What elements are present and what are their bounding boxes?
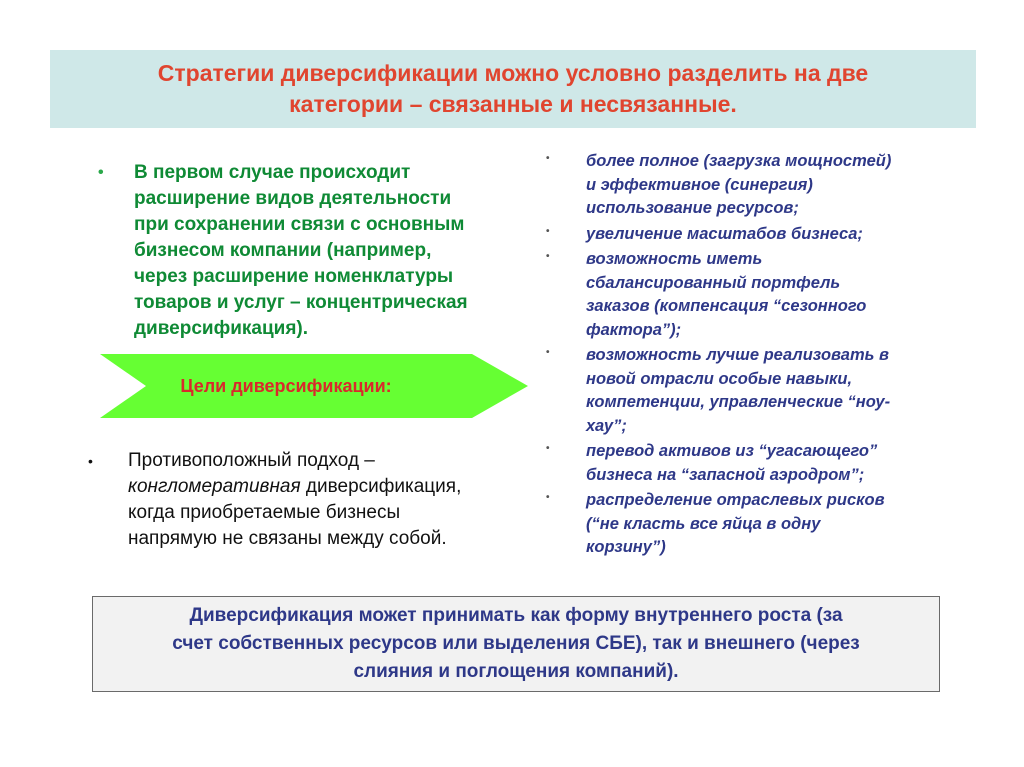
bullet-icon: • — [546, 225, 550, 237]
italic-term: конгломеративная — [128, 476, 301, 497]
text-line: перевод активов из “угасающего” — [586, 442, 878, 460]
text-line: новой отрасли особые навыки, — [586, 369, 853, 388]
text-line: бизнесом компании (например, — [134, 240, 432, 261]
text-line: при сохранении связи с основным — [134, 214, 465, 235]
goals-arrow-label: Цели диверсификации: — [180, 375, 392, 396]
bullet-icon: • — [546, 251, 550, 262]
text-line: распределение отраслевых рисков — [586, 491, 885, 509]
text-line — [128, 474, 461, 500]
bullet-icon: • — [546, 443, 550, 454]
summary-line-3: слияния и поглощения компаний). — [353, 661, 679, 682]
bullet-icon: • — [88, 453, 93, 469]
summary-box — [92, 596, 940, 692]
text-line: через расширение номенклатуры — [134, 266, 454, 287]
text-line: и эффективное (синергия) — [586, 175, 813, 194]
conglomerate-diversification-text — [128, 448, 461, 552]
text-fragment: диверсификация, — [300, 476, 462, 497]
goals-list — [546, 150, 966, 562]
conglomerate-diversification-block — [86, 448, 536, 552]
list-item — [546, 223, 966, 247]
text-line: использование ресурсов; — [586, 199, 799, 217]
slide-title — [50, 50, 976, 128]
text-line: расширение видов деятельности — [134, 188, 452, 209]
text-line: Противоположный подход – — [128, 450, 375, 471]
text-line: В первом случае происходит — [134, 162, 411, 183]
text-line: возможность лучше реализовать в — [586, 346, 890, 364]
list-item — [546, 344, 966, 438]
list-item — [546, 489, 966, 560]
bullet-icon: • — [546, 347, 550, 358]
goals-arrow — [100, 354, 528, 418]
slide-title-line-1: Стратегии диверсификации можно условно разделить на две — [157, 60, 869, 86]
text-line: корзину”) — [586, 538, 666, 556]
text-line: товаров и услуг – концентрическая — [134, 292, 468, 313]
text-line: хау”; — [586, 416, 627, 435]
text-line: бизнеса на “запасной аэродром”; — [586, 465, 865, 484]
text-line: фактора”); — [586, 320, 682, 339]
related-diversification-text — [134, 160, 468, 342]
text-line: заказов (компенсация “сезонного — [586, 297, 867, 315]
bullet-icon: • — [98, 164, 104, 181]
text-line: напрямую не связаны между собой. — [128, 528, 447, 549]
summary-line-2: счет собственных ресурсов или выделения СБЕ), так и внешнего (через — [172, 633, 860, 654]
bullet-icon: • — [546, 153, 550, 164]
text-line: диверсификация). — [134, 318, 309, 339]
text-line: сбалансированный портфель — [586, 273, 841, 292]
text-line: компетенции, управленческие “ноу- — [586, 393, 891, 411]
text-line: увеличение масштабов бизнеса; — [586, 224, 863, 243]
text-line: когда приобретаемые бизнесы — [128, 502, 401, 523]
summary-line-1: Диверсификация может принимать как форму внутреннего роста (за — [189, 605, 843, 626]
bullet-icon: • — [546, 492, 550, 503]
list-item — [546, 150, 966, 221]
text-line: возможность иметь — [586, 250, 763, 268]
text-line: (“не класть все яйца в одну — [586, 514, 821, 533]
slide-title-line-2: категории – связанные и несвязанные. — [289, 91, 737, 117]
related-diversification-block — [96, 160, 536, 342]
list-item — [546, 440, 966, 487]
list-item — [546, 248, 966, 342]
text-line: более полное (загрузка мощностей) — [586, 152, 892, 170]
